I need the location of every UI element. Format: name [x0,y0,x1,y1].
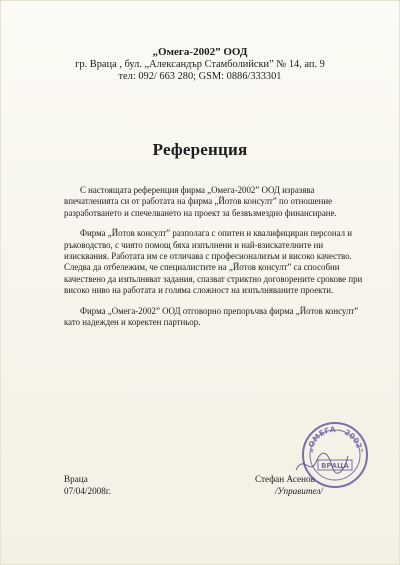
letterhead [0,46,400,84]
svg-text:„ОМЕГА - 2002": „ОМЕГА - 2002" [305,424,365,454]
date: 07/04/2008г. [64,485,111,496]
company-name: „Омега-2002” ООД [152,46,248,58]
company-phones: тел: 092/ 663 280; GSM: 0886/333301 [118,71,282,82]
paragraph-2: Фирма „Йотов консулт” разполага с опитен и квалифициран персонал и ръководство, с чиято помощ бяха изпълнени и най-взискателните ни изисквания. Работата им се отличава с професионализъм и високо качество. Следва да отбележим, че специалистите на „Йотов консулт” са способни качествено да изпълняват задания, спазват стриктно договорените срокове при високо ниво на работата и голяма сложност на изпълняваните проекти. [64,228,363,296]
letter-body [64,185,364,337]
paragraph-3: Фирма „Омега-2002” ООД отговорно препоръчва фирма „Йотов консулт” като надежден и коректен партньор. [64,305,359,328]
document-title: Референция [152,140,248,159]
company-address: гр. Враца , бул. „Александър Стамболийски” № 14, ап. 9 [75,58,325,70]
place-and-date [64,474,111,497]
signer-name: Стефан Асенов [255,474,315,484]
paragraph-1: С настоящата референция фирма „Омега-2002” ООД изразява впечатленията си от работата на фирма „Йотов консулт” по отношение разработването и спечелването на проект за безвъзмездно финансиране. [64,185,337,218]
city: Враца [64,474,88,484]
signer-role: /Управител/ [275,485,323,496]
company-seal-stamp [300,420,370,490]
svg-text:ВРАЦА: ВРАЦА [321,462,349,470]
